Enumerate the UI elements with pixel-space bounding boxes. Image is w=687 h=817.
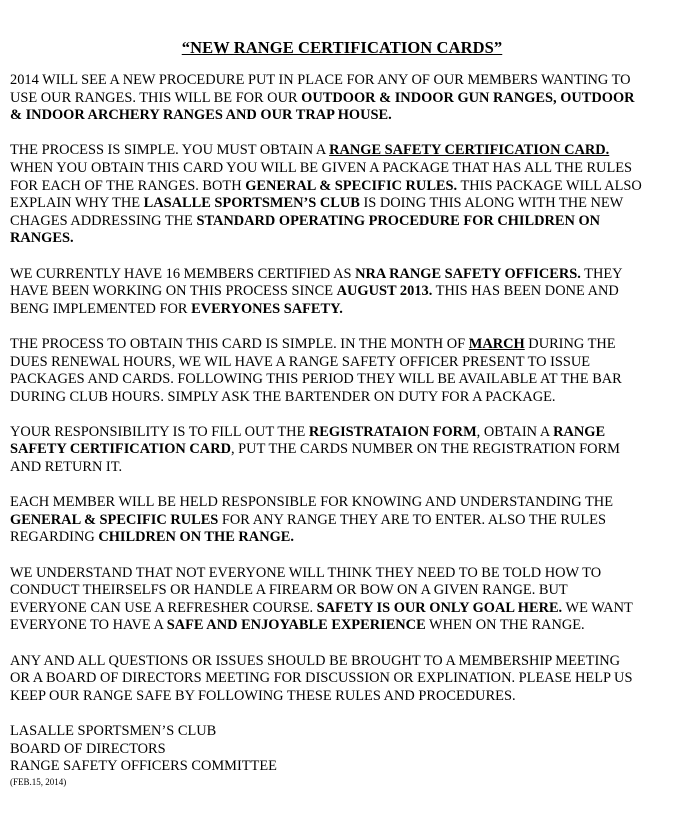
text-run: USE OUR RANGES. THIS WILL BE FOR OUR <box>10 89 302 106</box>
signature-committee: RANGE SAFETY OFFICERS COMMITTEE <box>10 758 277 775</box>
document-body <box>10 38 674 788</box>
text-run: AND RETURN IT. <box>10 459 123 476</box>
text-run: THIS PACKAGE WILL ALSO <box>457 177 642 194</box>
paragraph-line <box>10 424 674 442</box>
paragraph-line <box>10 600 674 618</box>
text-run: EACH MEMBER WILL BE HELD RESPONSIBLE FOR KNOWING AND UNDERSTANDING THE <box>10 494 613 511</box>
text-run: RANGE <box>553 423 606 440</box>
paragraph-line <box>10 512 674 530</box>
text-run: WHEN YOU OBTAIN THIS CARD YOU WILL BE GIVEN A PACKAGE THAT HAS ALL THE RULES <box>10 159 633 176</box>
paragraph-line <box>10 389 674 407</box>
text-run: DURING CLUB HOURS. SIMPLY ASK THE BARTENDER ON DUTY FOR A PACKAGE. <box>10 388 556 405</box>
text-run: EXPLAIN WHY THE <box>10 195 144 212</box>
paragraph <box>10 565 674 635</box>
paragraph-line <box>10 441 674 459</box>
text-run: EVERYONES SAFETY. <box>191 300 343 317</box>
document-title: “NEW RANGE CERTIFICATION CARDS” <box>181 38 503 57</box>
text-run: DURING THE <box>524 335 616 352</box>
paragraph-line <box>10 107 674 125</box>
paragraph-line <box>10 178 674 196</box>
text-run: BENG IMPLEMENTED FOR <box>10 300 192 317</box>
text-run: GENERAL & SPECIFIC RULES. <box>245 177 458 194</box>
text-run: RANGES. <box>10 230 74 247</box>
text-run: THE PROCESS TO OBTAIN THIS CARD IS SIMPLE. IN THE MONTH OF <box>10 335 469 352</box>
paragraph-line <box>10 266 674 284</box>
text-run: EVERYONE CAN USE A REFRESHER COURSE. <box>10 599 317 616</box>
paragraph-line <box>10 670 674 688</box>
text-run: MARCH <box>468 335 525 352</box>
text-run: ANY AND ALL QUESTIONS OR ISSUES SHOULD BE BROUGHT TO A MEMBERSHIP MEETING <box>10 652 621 669</box>
paragraph-line <box>10 301 674 319</box>
paragraph <box>10 653 674 706</box>
text-run: KEEP OUR RANGE SAFE BY FOLLOWING THESE RULES AND PROCEDURES. <box>10 687 516 704</box>
paragraph <box>10 424 674 477</box>
paragraph-line <box>10 459 674 477</box>
paragraph-line <box>10 371 674 389</box>
text-run: YOUR RESPONSIBILITY IS TO FILL OUT THE <box>10 423 309 440</box>
paragraph <box>10 142 674 248</box>
text-run: SAFETY CERTIFICATION CARD <box>10 441 231 458</box>
text-run: WE CURRENTLY HAVE 16 MEMBERS CERTIFIED AS <box>10 265 356 282</box>
text-run: THE PROCESS IS SIMPLE. YOU MUST OBTAIN A <box>10 142 330 159</box>
text-run: 2014 WILL SEE A NEW PROCEDURE PUT IN PLACE FOR ANY OF OUR MEMBERS WANTING TO <box>10 72 631 88</box>
text-run: SAFE AND ENJOYABLE EXPERIENCE <box>166 617 426 634</box>
paragraph-line <box>10 617 674 635</box>
text-run: OUTDOOR & INDOOR GUN RANGES, OUTDOOR <box>301 89 635 106</box>
text-run: REGARDING <box>10 529 99 546</box>
text-run: GENERAL & SPECIFIC RULES <box>10 511 219 528</box>
paragraph-line <box>10 142 674 160</box>
text-run: STANDARD OPERATING PROCEDURE FOR CHILDREN ON <box>196 212 601 229</box>
text-run: CHAGES ADDRESSING THE <box>10 212 197 229</box>
text-run: CONDUCT THEIRSELFS OR HANDLE A FIREARM OR BOW ON A GIVEN RANGE. BUT <box>10 582 568 599</box>
paragraph-line <box>10 213 674 231</box>
text-run: FOR EACH OF THE RANGES. BOTH <box>10 177 246 194</box>
text-run: DUES RENEWAL HOURS, WE WIL HAVE A RANGE SAFETY OFFICER PRESENT TO ISSUE <box>10 353 591 370</box>
text-run: EVERYONE TO HAVE A <box>10 617 167 634</box>
paragraph-line <box>10 354 674 372</box>
signature-block <box>10 723 674 788</box>
paragraph-line <box>10 653 674 671</box>
paragraph <box>10 72 674 125</box>
paragraph-line <box>10 565 674 583</box>
text-run: WE UNDERSTAND THAT NOT EVERYONE WILL THINK THEY NEED TO BE TOLD HOW TO <box>10 564 602 581</box>
paragraph-line <box>10 494 674 512</box>
text-run: RANGE SAFETY CERTIFICATION CARD. <box>329 142 610 159</box>
paragraph-line <box>10 283 674 301</box>
paragraph <box>10 494 674 547</box>
text-run: HAVE BEEN WORKING ON THIS PROCESS SINCE <box>10 283 337 300</box>
paragraph-line <box>10 529 674 547</box>
paragraph-line <box>10 72 674 90</box>
text-run: & INDOOR ARCHERY RANGES AND OUR TRAP HOUSE. <box>10 107 392 124</box>
text-run: IS DOING THIS ALONG WITH THE NEW <box>359 195 624 212</box>
text-run: WE WANT <box>562 599 633 616</box>
paragraphs-container <box>10 72 674 705</box>
signature-org: LASALLE SPORTSMEN’S CLUB <box>10 722 217 739</box>
paragraph-line <box>10 195 674 213</box>
text-run: WHEN ON THE RANGE. <box>425 617 585 634</box>
paragraph-line <box>10 90 674 108</box>
text-run: FOR ANY RANGE THEY ARE TO ENTER. ALSO THE RULES <box>218 511 606 528</box>
text-run: THEY <box>580 265 623 282</box>
paragraph <box>10 266 674 319</box>
text-run: , OBTAIN A <box>476 423 554 440</box>
text-run: LASALLE SPORTSMEN’S CLUB <box>143 195 360 212</box>
text-run: AUGUST 2013. <box>336 283 433 300</box>
text-run: THIS HAS BEEN DONE AND <box>432 283 619 300</box>
paragraph-line <box>10 230 674 248</box>
text-run: OR A BOARD OF DIRECTORS MEETING FOR DISCUSSION OR EXPLINATION. PLEASE HELP US <box>10 670 633 687</box>
paragraph-line <box>10 336 674 354</box>
text-run: SAFETY IS OUR ONLY GOAL HERE. <box>316 599 563 616</box>
paragraph-line <box>10 160 674 178</box>
text-run: , PUT THE CARDS NUMBER ON THE REGISTRATION FORM <box>230 441 620 458</box>
paragraph-line <box>10 582 674 600</box>
text-run: REGISTRATAION FORM <box>308 423 477 440</box>
signature-board: BOARD OF DIRECTORS <box>10 740 166 757</box>
text-run: CHILDREN ON THE RANGE. <box>98 529 294 546</box>
signature-date: (FEB.15, 2014) <box>10 776 67 787</box>
text-run: PACKAGES AND CARDS. FOLLOWING THIS PERIOD THEY WILL BE AVAILABLE AT THE BAR <box>10 371 622 388</box>
text-run: NRA RANGE SAFETY OFFICERS. <box>355 265 581 282</box>
paragraph-line <box>10 688 674 706</box>
paragraph <box>10 336 674 406</box>
